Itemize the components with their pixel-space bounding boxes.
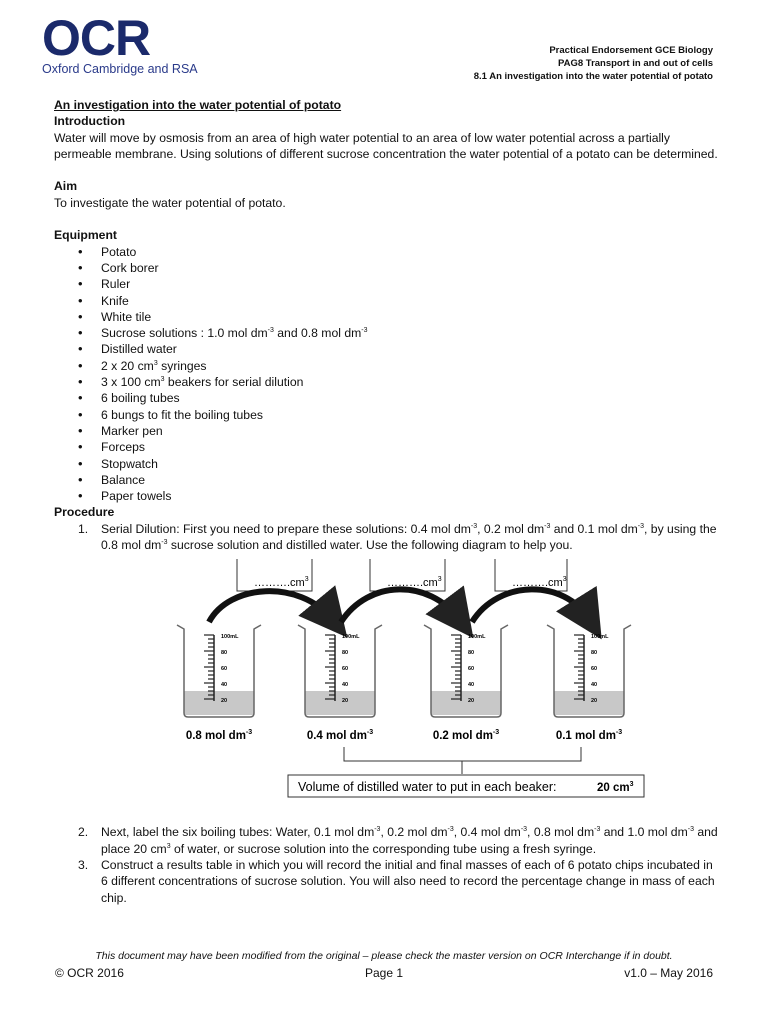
beaker-solution <box>554 691 624 715</box>
beaker-concentration-label: 0.8 mol $dm^{-3}$ <box>185 729 253 743</box>
version: v1.0 – May 2016 <box>624 966 713 980</box>
step-number: 1. <box>78 521 89 536</box>
procedure-step <box>78 857 718 906</box>
procedure-step <box>78 521 718 554</box>
transfer-arrow <box>209 591 332 622</box>
transfer-box-label: $\dots\dots\dots.cm^3$ <box>254 576 309 590</box>
scale-label: 20 <box>221 698 228 705</box>
transfer-arrow <box>341 590 459 623</box>
scale-label: 100mL <box>468 634 486 641</box>
step-text: Next, label the six boiling tubes: Water, 0.1 mol $dm^{-3}$, 0.2 mol $dm^{-3}$, 0.4 mol $dm^{-3}$, 0.8 mol $dm^{-3}$ and 1.0 mol $dm^{-3}$ and place 20 $cm^3$ of water, or sucrose solution into the corresponding tube using a fresh syringe. <box>101 825 718 856</box>
transfer-box <box>495 559 567 591</box>
document-header <box>474 44 713 83</box>
scale-label: 40 <box>221 682 228 689</box>
scale-label: 100mL <box>221 634 239 641</box>
intro-text: Water will move by osmosis from an area of high water potential to an area of low water potential across a partially permeable membrane. Using solutions of different sucrose concentration the water potential of a potato can be determined. <box>54 130 718 161</box>
scale-label: 60 <box>468 666 475 673</box>
document-body <box>54 97 718 906</box>
scale-label: 80 <box>468 650 475 657</box>
transfer-box-label: $\dots\dots\dots.cm^3$ <box>387 576 442 590</box>
equipment-item: • Forceps <box>101 439 718 455</box>
header-line-3: 8.1 An investigation into the water potential of potato <box>473 71 713 82</box>
page-number: Page 1 <box>364 966 404 980</box>
header-line-1: Practical Endorsement GCE Biology <box>549 45 713 56</box>
beaker-concentration-label: 0.1 mol $dm^{-3}$ <box>555 729 623 743</box>
equipment-item: • Ruler <box>101 276 718 292</box>
transfer-box <box>237 559 312 591</box>
beaker <box>298 625 382 742</box>
equipment-item: • Distilled water <box>101 341 718 357</box>
header-line-2: PAG8 Transport in and out of cells <box>557 58 713 69</box>
equipment-item: • 2 x 20 $cm^3$ syringes <box>101 358 718 374</box>
equipment-item: • 3 x 100 $cm^3$ beakers for serial dilution <box>101 374 718 390</box>
document-title: An investigation into the water potential of potato <box>54 98 342 112</box>
water-volume-value: 20 $cm^3$ <box>597 781 634 795</box>
scale-label: 40 <box>342 682 349 689</box>
beaker-concentration-label: 0.4 mol $dm^{-3}$ <box>306 729 374 743</box>
scale-label: 100mL <box>591 634 609 641</box>
equipment-item: • 6 bungs to fit the boiling tubes <box>101 407 718 423</box>
copyright: © OCR 2016 <box>55 966 124 980</box>
equipment-item: • Knife <box>101 293 718 309</box>
beaker-solution <box>431 691 501 715</box>
procedure-step <box>78 824 718 857</box>
equipment-heading: Equipment <box>54 228 117 243</box>
intro-heading: Introduction <box>54 114 126 129</box>
aim-text: To investigate the water potential of potato. <box>54 195 286 210</box>
procedure-heading: Procedure <box>54 505 115 520</box>
beaker-bracket <box>344 747 581 774</box>
scale-label: 80 <box>591 650 598 657</box>
equipment-item: • Stopwatch <box>101 456 718 472</box>
scale-label: 60 <box>591 666 598 673</box>
transfer-box <box>370 559 445 591</box>
step-text: Serial Dilution: First you need to prepare these solutions: 0.4 mol $dm^{-3}$, 0.2 mol $dm^{-3}$ and 0.1 mol $dm^{-3}$, by using the 0.8 mol $dm^{-3}$ sucrose solution and distilled water. Use the following diagram to help you. <box>101 521 717 553</box>
equipment-item: • Potato <box>101 244 718 260</box>
equipment-item: • 6 boiling tubes <box>101 390 718 406</box>
equipment-item: • Cork borer <box>101 260 718 276</box>
scale-label: 20 <box>468 698 475 705</box>
step-text: Construct a results table in which you will record the initial and final masses of each of 6 potato chips incubated in 6 different concentrations of sucrose solution. You will also need to record the percentage change in mass of each chip. <box>101 857 715 905</box>
equipment-item: • Sucrose solutions : 1.0 mol $dm^{-3}$ and 0.8 mol $dm^{-3}$ <box>101 325 718 341</box>
water-volume-label: Volume of distilled water to put in each beaker: <box>298 780 557 795</box>
procedure-list-continued <box>54 824 718 905</box>
beaker-concentration-label: 0.2 mol $dm^{-3}$ <box>432 729 500 743</box>
equipment-list <box>54 244 718 505</box>
step-number: 2. <box>78 825 89 840</box>
step-number: 3. <box>78 857 89 872</box>
scale-label: 40 <box>468 682 475 689</box>
equipment-item: • Balance <box>101 472 718 488</box>
scale-label: 100mL <box>342 634 360 641</box>
equipment-item: • Marker pen <box>101 423 718 439</box>
transfer-box-label: $\dots\dots\dots.cm^3$ <box>512 576 567 590</box>
equipment-item: • Paper towels <box>101 488 718 504</box>
procedure-list <box>54 521 718 554</box>
ocr-logo <box>42 10 202 76</box>
scale-label: 80 <box>221 650 228 657</box>
beaker <box>424 625 508 742</box>
logo-mark: OCR <box>42 10 151 66</box>
beaker <box>177 625 261 742</box>
beaker-solution <box>305 691 375 715</box>
scale-label: 20 <box>591 698 598 705</box>
serial-dilution-diagram <box>54 559 718 814</box>
beaker-solution <box>184 691 254 715</box>
logo-subtitle: Oxford Cambridge and RSA <box>42 62 198 76</box>
scale-label: 40 <box>591 682 598 689</box>
scale-label: 80 <box>342 650 349 657</box>
scale-label: 60 <box>342 666 349 673</box>
transfer-arrow <box>472 590 589 623</box>
footer-note: This document may have been modified from the original – please check the master version on OCR Interchange if in doubt. <box>95 950 673 962</box>
scale-label: 20 <box>342 698 349 705</box>
beaker <box>547 625 631 742</box>
aim-heading: Aim <box>54 179 78 194</box>
scale-label: 60 <box>221 666 228 673</box>
equipment-item: • White tile <box>101 309 718 325</box>
